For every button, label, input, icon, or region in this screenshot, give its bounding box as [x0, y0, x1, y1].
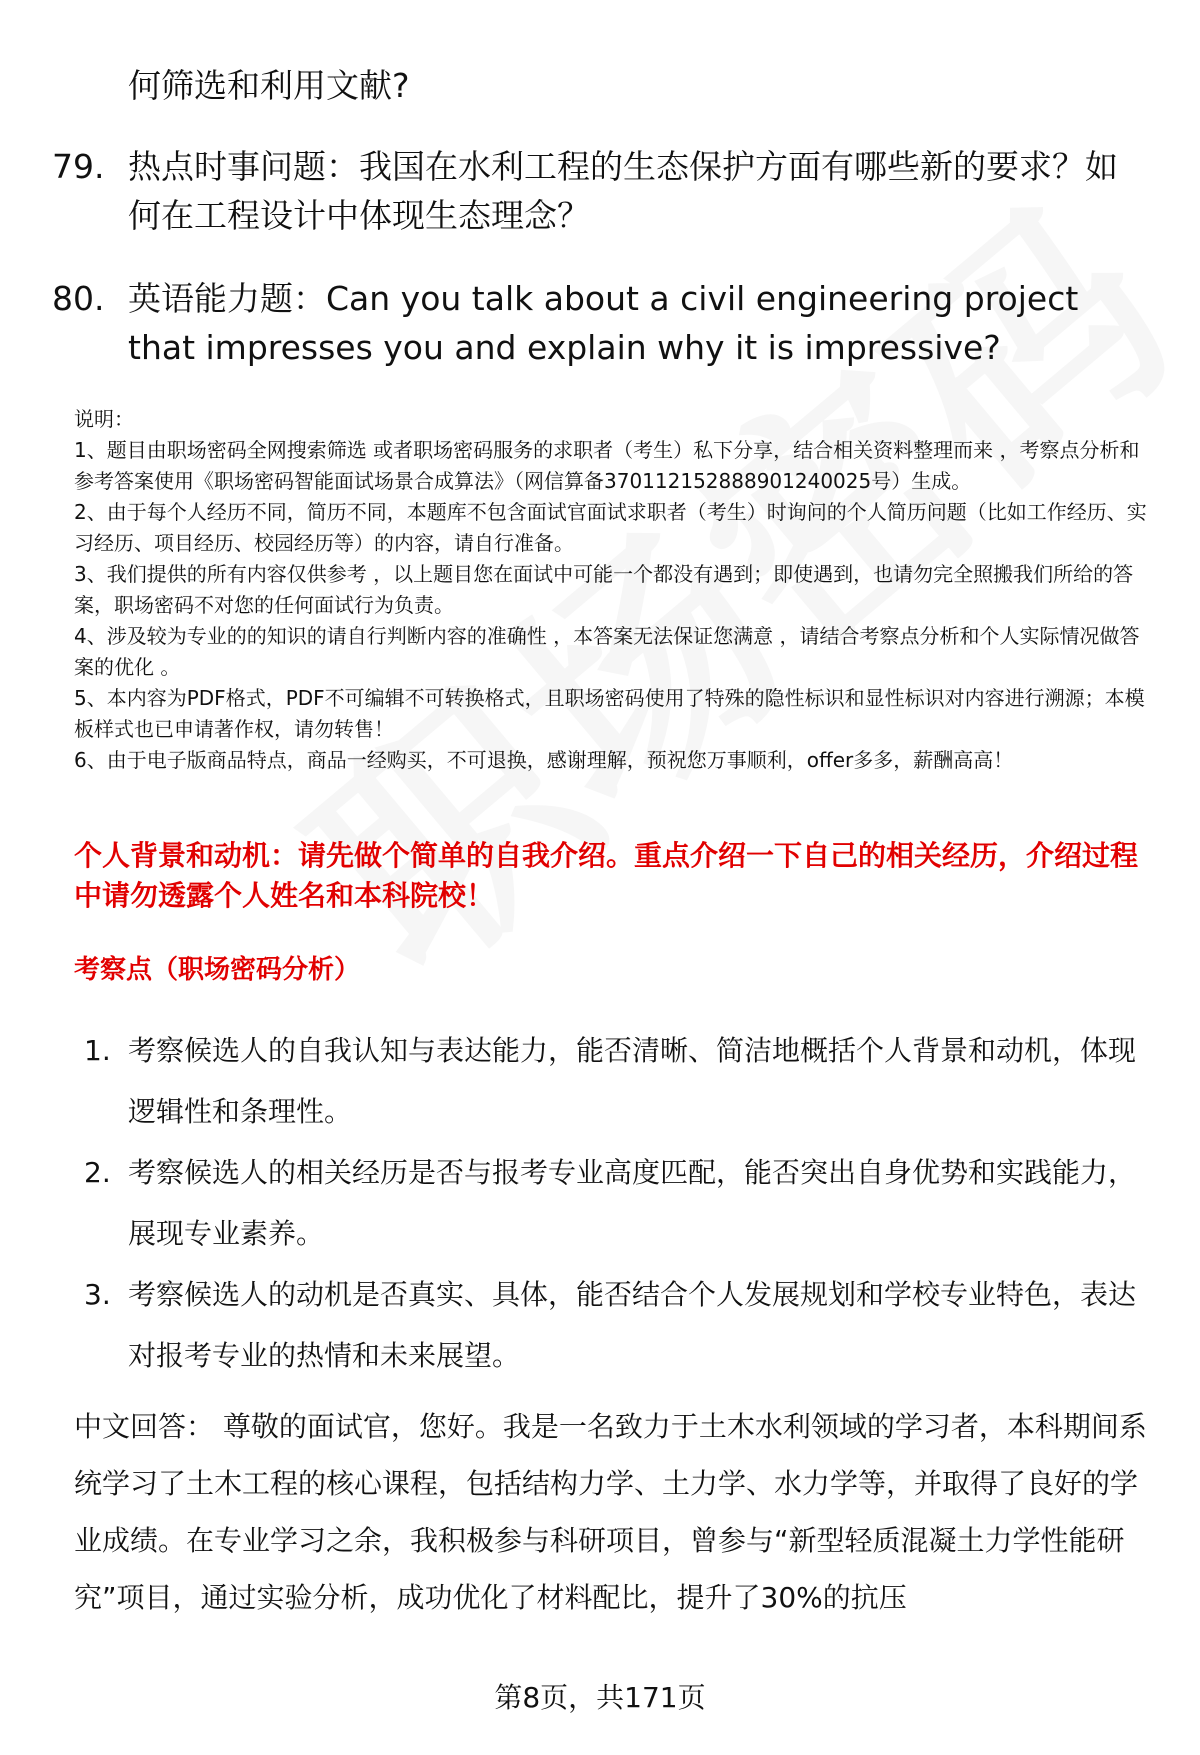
note-item: 6、由于电子版商品特点，商品一经购买，不可退换，感谢理解，预祝您万事顺利，offer多多，薪酬高高！: [74, 748, 1014, 772]
notes-heading: 说明：: [74, 407, 134, 431]
note-item: 4、涉及较为专业的的知识的请自行判断内容的准确性 ，本答案无法保证您满意 ，请结合考察点分析和个人实际情况做答案的优化 。: [74, 624, 1140, 679]
question-text: 热点时事问题：我国在水利工程的生态保护方面有哪些新的要求？如何在工程设计中体现生态理念？: [128, 147, 1118, 235]
question-number: 80.: [52, 279, 105, 318]
question-text: 英语能力题：Can you talk about a civil engineering project that impresses you and explain why it is impressive?: [128, 279, 1079, 367]
current-question: 个人背景和动机：请先做个简单的自我介绍。重点介绍一下自己的相关经历，介绍过程中请勿透露个人姓名和本科院校！: [74, 839, 1139, 912]
analysis-points: [84, 1020, 1154, 1386]
point-number: 3.: [84, 1278, 111, 1311]
question-continuation: 何筛选和利用文献?: [128, 66, 410, 105]
point-text: 考察候选人的自我认知与表达能力，能否清晰、简洁地概括个人背景和动机，体现逻辑性和条理性。: [128, 1034, 1137, 1128]
analysis-title: 考察点（职场密码分析）: [74, 955, 361, 985]
question-number: 79.: [52, 147, 105, 186]
point-text: 考察候选人的相关经历是否与报考专业高度匹配，能否突出自身优势和实践能力，展现专业素养。: [128, 1156, 1137, 1250]
page-footer: 第8页，共171页: [494, 1681, 706, 1714]
note-item: 5、本内容为PDF格式，PDF不可编辑不可转换格式，且职场密码使用了特殊的隐性标识和显性标识对内容进行溯源；本模板样式也已申请著作权，请勿转售！: [74, 686, 1145, 741]
note-item: 3、我们提供的所有内容仅供参考 ，以上题目您在面试中可能一个都没有遇到；即使遇到，也请勿完全照搬我们所给的答案，职场密码不对您的任何面试行为负责。: [74, 562, 1134, 617]
answer-paragraph: [74, 1398, 1156, 1626]
point-text: 考察候选人的动机是否真实、具体，能否结合个人发展规划和学校专业特色，表达对报考专业的热情和未来展望。: [128, 1278, 1137, 1372]
analysis-point: [84, 1264, 1154, 1386]
analysis-point: [84, 1020, 1154, 1142]
answer-label: 中文回答：: [74, 1410, 215, 1443]
point-number: 1.: [84, 1034, 111, 1067]
note-item: 1、题目由职场密码全网搜索筛选 或者职场密码服务的求职者（考生）私下分享，结合相关资料整理而来 ，考察点分析和参考答案使用《职场密码智能面试场景合成算法》（网信算备370112152888901240025号）生成。: [74, 438, 1140, 493]
answer-text: 尊敬的面试官，您好。我是一名致力于土木水利领域的学习者，本科期间系统学习了土木工程的核心课程，包括结构力学、土力学、水力学等，并取得了良好的学业成绩。在专业学习之余，我积极参与科研项目，曾参与“新型轻质混凝土力学性能研究”项目，通过实验分析，成功优化了材料配比，提升了30%的抗压: [74, 1410, 1147, 1614]
point-number: 2.: [84, 1156, 111, 1189]
notes-section: [74, 404, 1154, 776]
analysis-point: [84, 1142, 1154, 1264]
note-item: 2、由于每个人经历不同，简历不同，本题库不包含面试官面试求职者（考生）时询问的个人简历问题（比如工作经历、实习经历、项目经历、校园经历等）的内容，请自行准备。: [74, 500, 1147, 555]
